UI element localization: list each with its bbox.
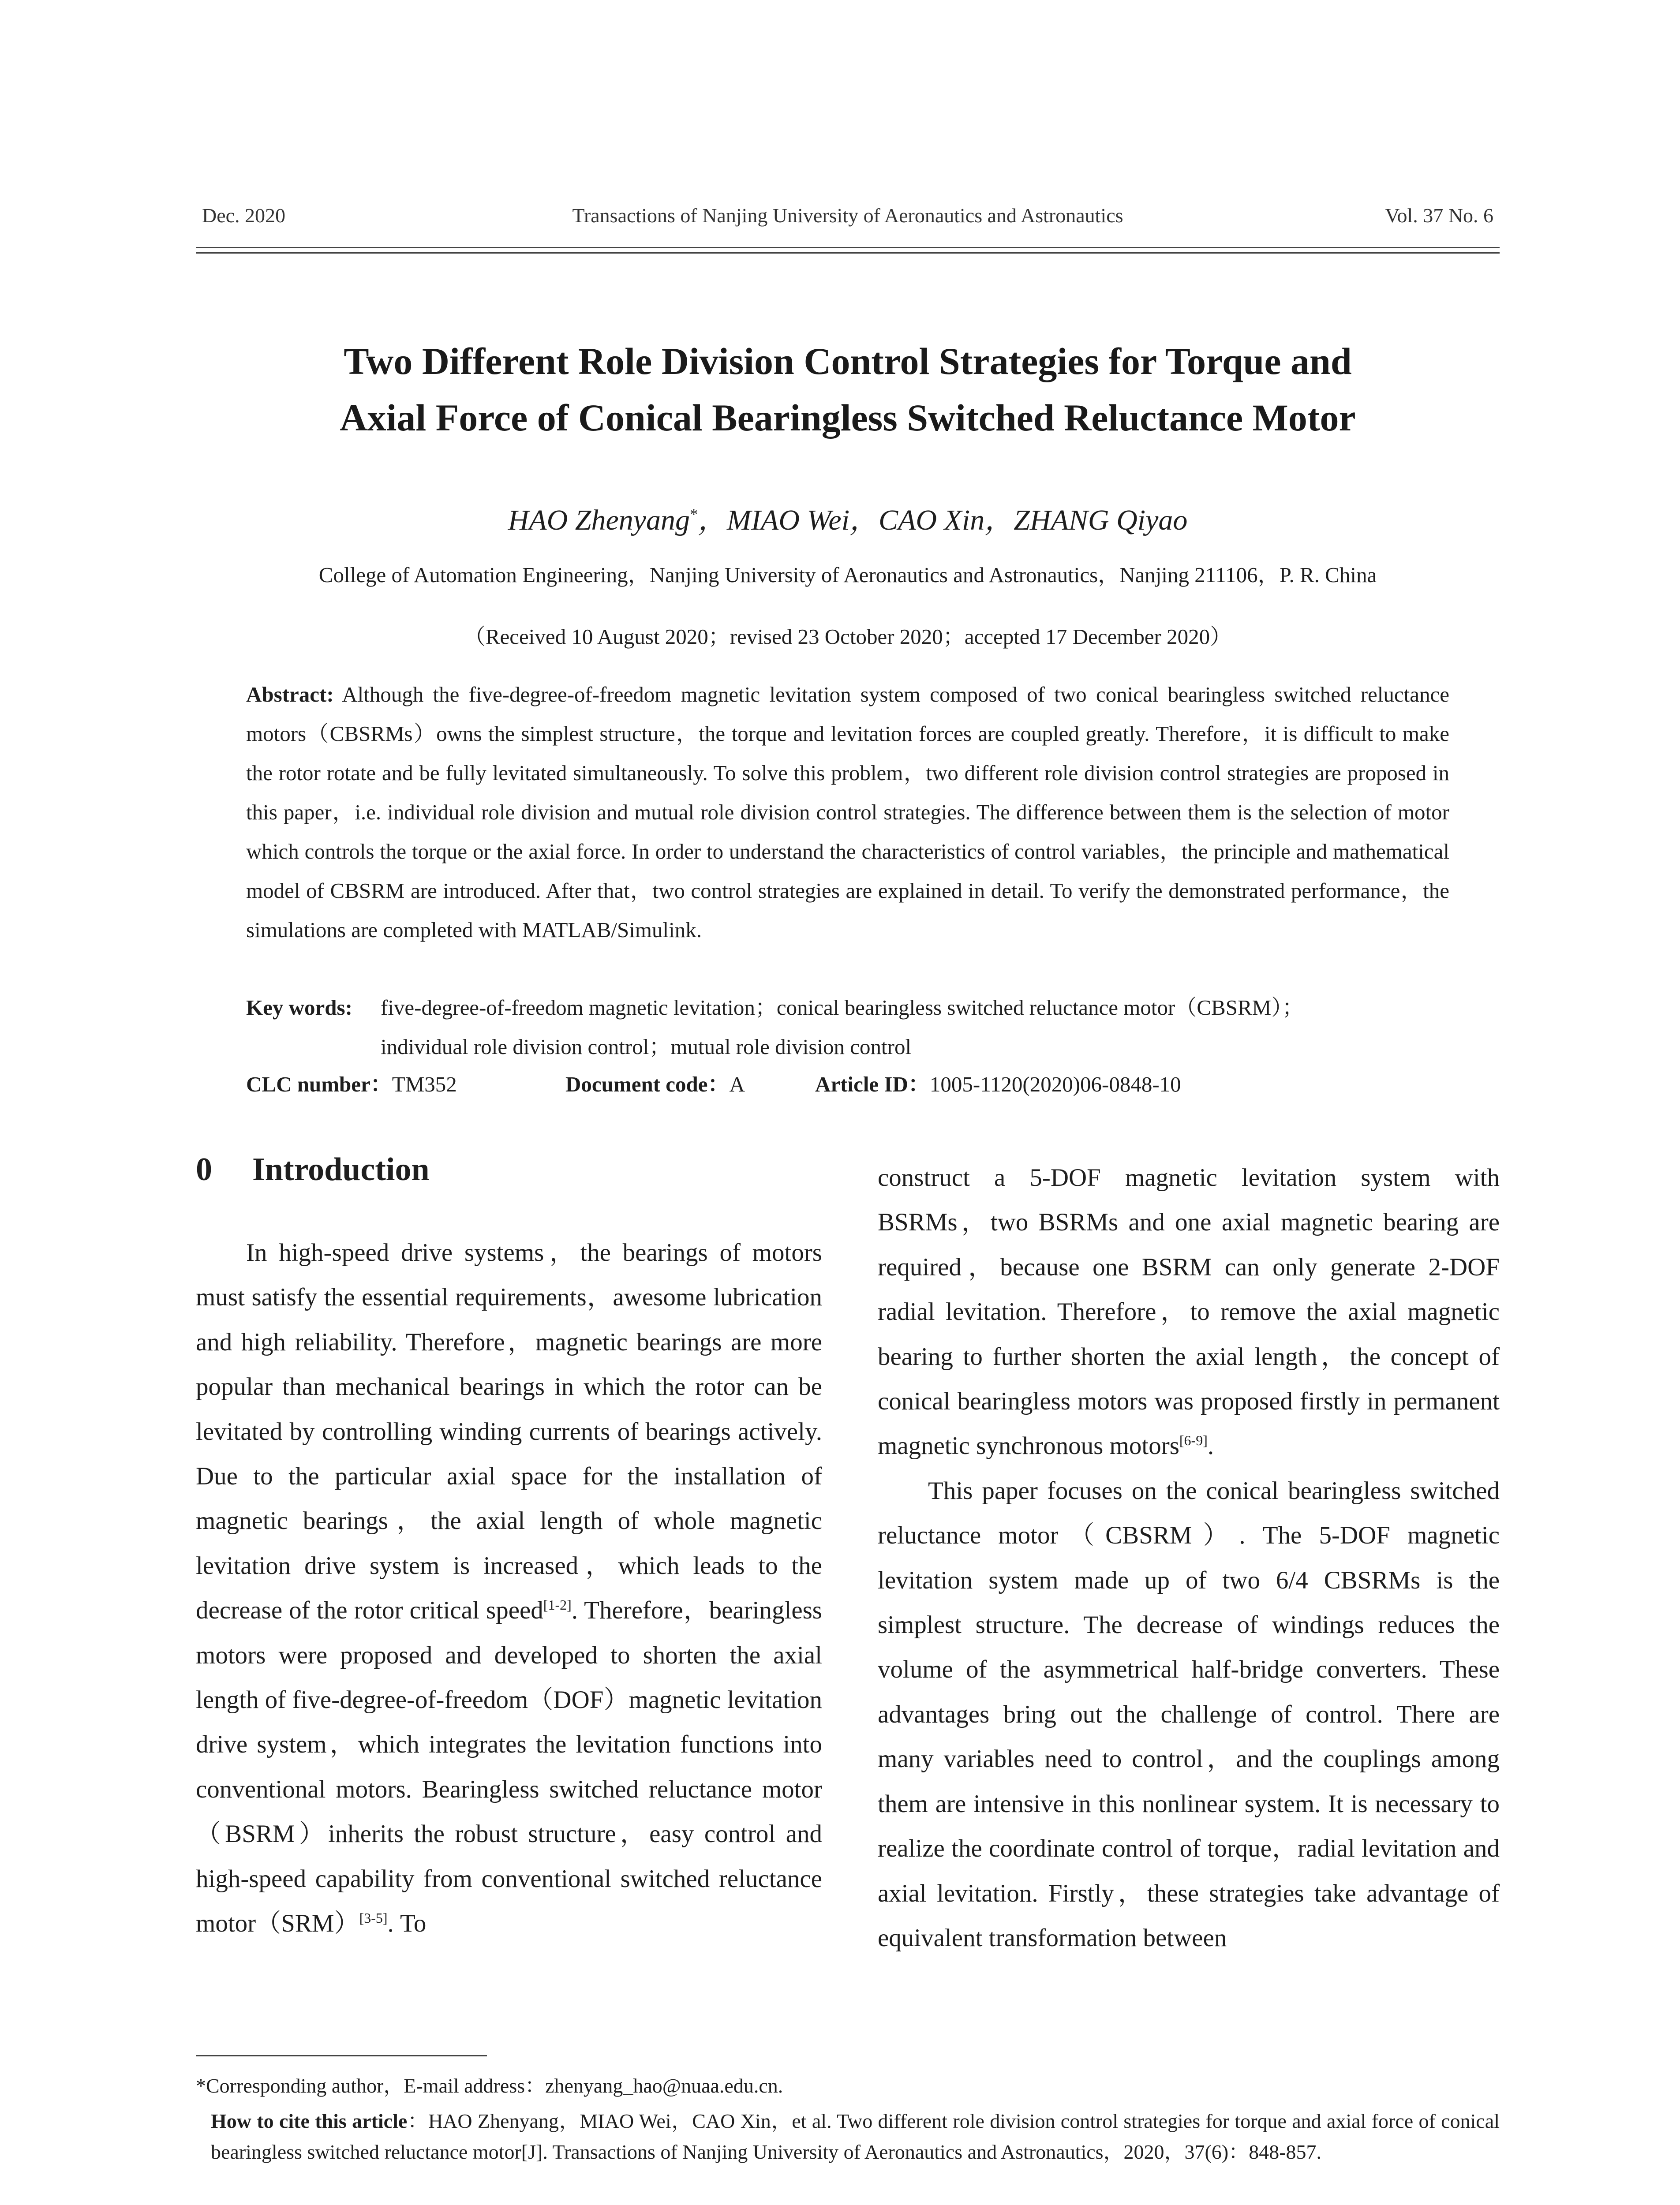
article-id: Article ID：1005-1120(2020)06-0848-10 (815, 1072, 1181, 1096)
keywords-line-1: five-degree-of-freedom magnetic levitation；conical bearingless switched reluctance motor（CBSRM）； (381, 995, 1304, 1020)
abstract (246, 675, 1449, 949)
section-title: Introduction (252, 1151, 430, 1188)
keywords (246, 988, 1449, 1066)
footnote-rule (196, 2055, 487, 2056)
header-rule-bottom (196, 252, 1500, 254)
citation-text: ：HAO Zhenyang，MIAO Wei，CAO Xin，et al. Two different role division control strategies for torque and axial force of conical bearingless switched reluctance motor[J]. Transactions of Nanjing University of Aeronautics and Astronautics，2020，37(6)：848-857. (211, 2110, 1500, 2163)
author-rest: ，MIAO Wei，CAO Xin，ZHANG Qiyao (698, 504, 1188, 536)
clc-number: CLC number：TM352 (246, 1072, 457, 1096)
author-list (196, 496, 1500, 538)
left-column (196, 1230, 822, 1946)
citation-label: How to cite this article (211, 2110, 408, 2132)
abstract-label: Abstract: (246, 682, 334, 706)
intro-paragraph-2: This paper focuses on the conical bearingless switched reluctance motor（CBSRM）. The 5-DOF magnetic levitation system made up of two 6/4 CBSRMs is the simplest structure. The decrease of windings reduces the volume of the asymmetrical half-bridge converters. These advantages bring out the challenge of control. There are many variables need to control，and the couplings among them are intensive in this nonlinear system. It is necessary to realize the coordinate control of torque，radial levitation and axial levitation. Firstly，these strategies take advantage of equivalent transformation between (878, 1476, 1500, 1952)
header-journal: Transactions of Nanjing University of Aeronautics and Astronautics (572, 204, 1123, 227)
document-code: Document code：A (565, 1072, 745, 1096)
intro-paragraph-1-continued: construct a 5-DOF magnetic levitation system with BSRMs，two BSRMs and one axial magnetic bearing are required，because one BSRM can only generate 2-DOF radial levitation. Therefore，to remove the axial magnetic bearing to further shorten the axial length，the concept of conical bearingless motors was proposed firstly in permanent magnetic synchronous motors[6-9]. (878, 1164, 1500, 1460)
header-volume: Vol. 37 No. 6 (1385, 204, 1493, 227)
running-header (196, 204, 1500, 235)
author-first: HAO Zhenyang (508, 504, 690, 536)
intro-paragraph-1: In high-speed drive systems，the bearings of motors must satisfy the essential requirements，awesome lubrication and high reliability. Therefore，magnetic bearings are more popular than mechanical bearings in which the rotor can be levitated by controlling winding currents of bearings actively. Due to the particular axial space for the installation of magnetic bearings，the axial length of whole magnetic levitation drive system is increased，which leads to the decrease of the rotor critical speed[1-2]. Therefore，bearingless motors were proposed and developed to shorten the axial length of five-degree-of-freedom（DOF）magnetic levitation drive system，which integrates the levitation functions into conventional motors. Bearingless switched reluctance motor（BSRM）inherits the robust structure，easy control and high-speed capability from conventional switched reluctance motor（SRM）[3-5]. To (196, 1239, 822, 1938)
header-rule-top (196, 247, 1500, 248)
title-line-1: Two Different Role Division Control Strategies for Torque and (344, 340, 1352, 382)
citation-ref[interactable]: [6-9] (1179, 1432, 1208, 1449)
title-line-2: Axial Force of Conical Bearingless Switched Reluctance Motor (340, 396, 1356, 439)
keywords-line-2: individual role division control；mutual role division control (381, 1035, 912, 1059)
corresponding-mark: * (690, 505, 698, 523)
section-number: 0 (196, 1151, 212, 1188)
keywords-label: Key words: (246, 995, 352, 1020)
affiliation: College of Automation Engineering，Nanjing University of Aeronautics and Astronautics，Nanjing 211106，P. R. China (318, 563, 1377, 587)
header-date: Dec. 2020 (202, 204, 286, 227)
footnote-corresponding: *Corresponding author，E-mail address：zhenyang_hao@nuaa.edu.cn. (196, 2074, 783, 2097)
right-column (878, 1155, 1500, 1960)
section-heading-introduction (196, 1151, 430, 1188)
received-dates: （Received 10 August 2020；revised 23 October 2020；accepted 17 December 2020） (464, 624, 1232, 649)
citation-ref[interactable]: [3-5] (359, 1910, 388, 1926)
footnote-citation (211, 2106, 1500, 2168)
abstract-text: Although the five-degree-of-freedom magnetic levitation system composed of two conical bearingless switched reluctance motors（CBSRMs）owns the simplest structure，the torque and levitation forces are coupled greatly. Therefore，it is difficult to make the rotor rotate and be fully levitated simultaneously. To solve this problem，two different role division control strategies are proposed in this paper，i.e. individual role division and mutual role division control strategies. The difference between them is the selection of motor which controls the torque or the axial force. In order to understand the characteristics of control variables，the principle and mathematical model of CBSRM are introduced. After that，two control strategies are explained in detail. To verify the demonstrated performance，the simulations are completed with MATLAB/Simulink. (246, 682, 1449, 942)
citation-ref[interactable]: [1-2] (543, 1597, 572, 1613)
paper-title (196, 333, 1500, 446)
